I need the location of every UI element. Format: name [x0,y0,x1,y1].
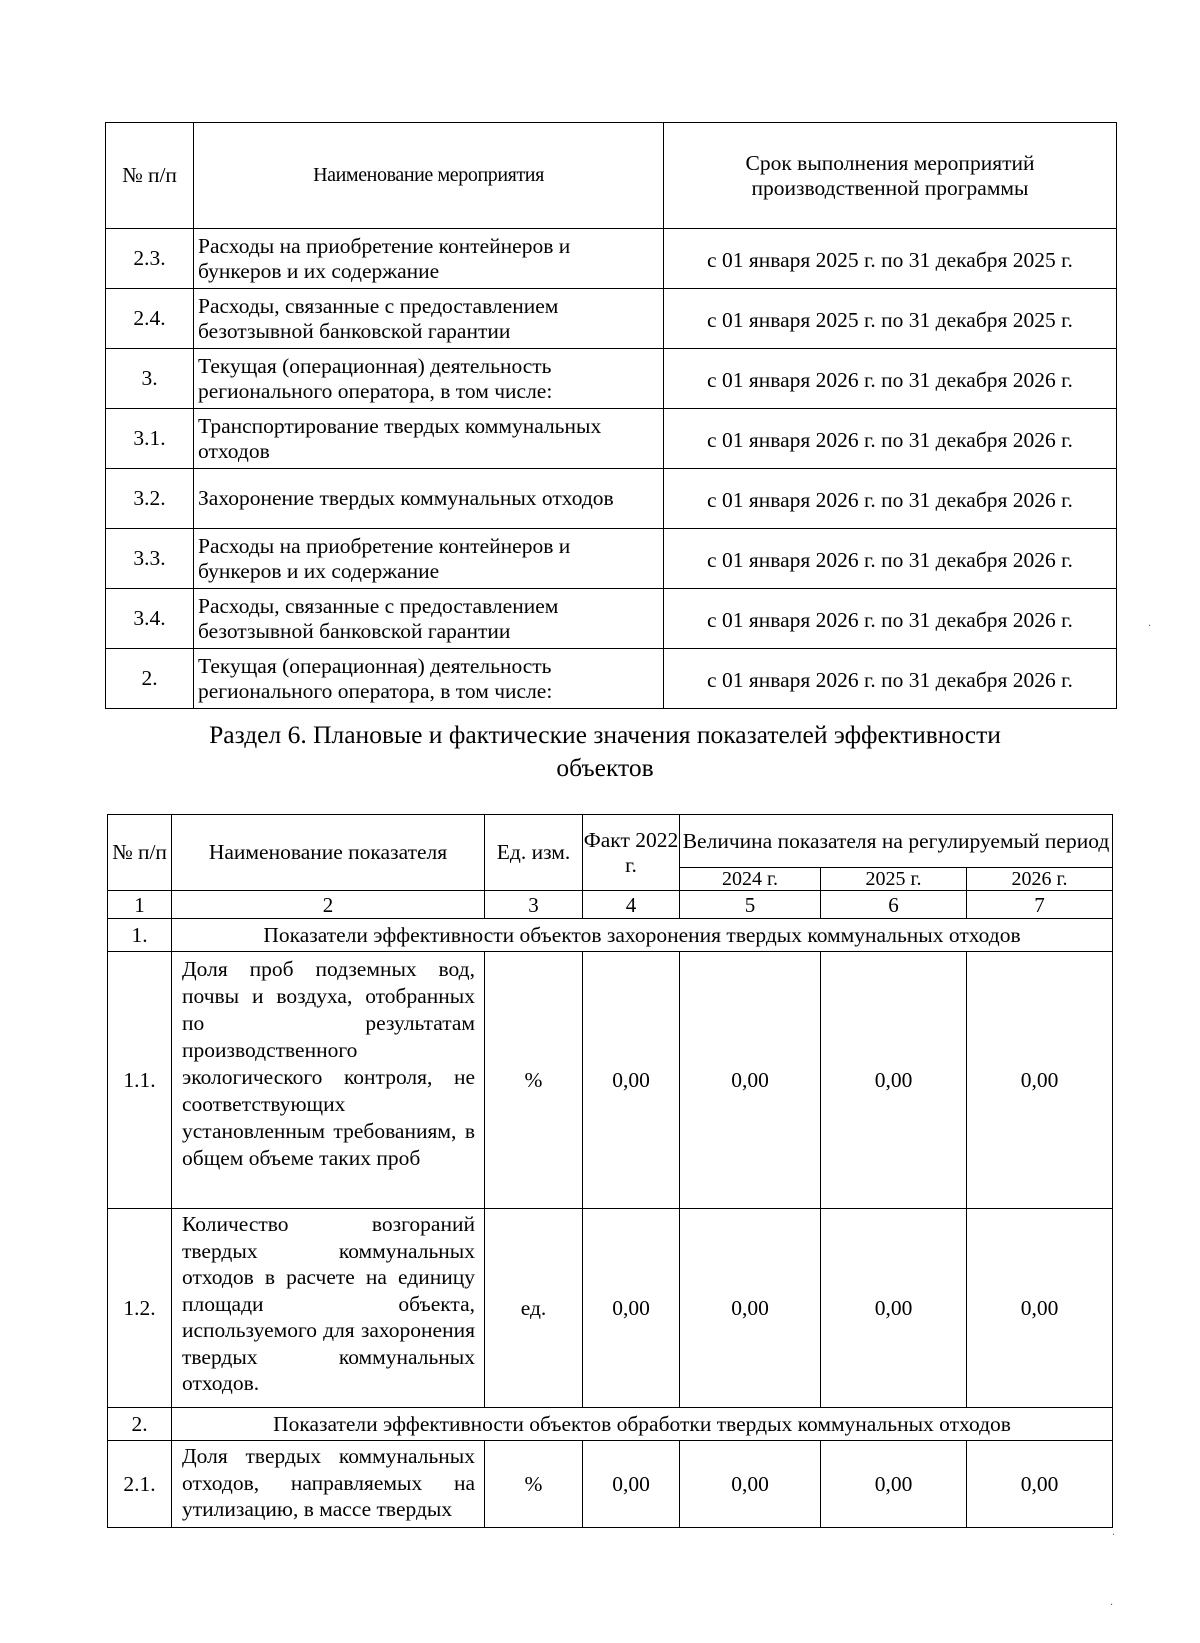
row-num: 3. [106,349,194,409]
row-value-2025: 0,00 [821,952,967,1209]
column-index-row [108,891,1113,919]
table-row [108,952,1113,1209]
row-activity-name: Расходы, связанные с предоставлением безотзывной банковской гарантии [194,589,664,649]
column-index: 7 [967,891,1113,919]
row-activity-name: Расходы на приобретение контейнеров и бункеров и их содержание [194,229,664,289]
row-indicator-name: Доля твердых коммунальных отходов, направляемых на утилизацию, в массе твердых [172,1441,485,1528]
table-row [106,469,1117,529]
scan-speck: · [1148,621,1152,632]
row-num: 3.1. [106,409,194,469]
row-indicator-name: Количество возгораний твердых коммунальных отходов в расчете на единицу площади объекта, используемого для захоронения твердых коммунальных отходов. [172,1209,485,1408]
section-title-line: объектов [556,753,654,782]
row-term: с 01 января 2026 г. по 31 декабря 2026 г. [664,649,1117,709]
row-activity-name: Текущая (операционная) деятельность регионального оператора, в том числе: [194,649,664,709]
efficiency-indicators-table [107,814,1113,1528]
row-value-2025: 0,00 [821,1441,967,1528]
table-row [106,349,1117,409]
row-unit: ед. [485,1209,583,1408]
row-value-2024: 0,00 [680,952,821,1209]
row-term: с 01 января 2026 г. по 31 декабря 2026 г. [664,529,1117,589]
row-num: 2.3. [106,229,194,289]
row-value-2026: 0,00 [967,1209,1113,1408]
row-term: с 01 января 2026 г. по 31 декабря 2026 г. [664,349,1117,409]
column-index: 6 [821,891,967,919]
row-activity-name: Расходы на приобретение контейнеров и бункеров и их содержание [194,529,664,589]
column-index: 3 [485,891,583,919]
row-value-2024: 0,00 [680,1441,821,1528]
row-term: с 01 января 2026 г. по 31 декабря 2026 г. [664,409,1117,469]
row-fact: 0,00 [583,1209,680,1408]
table-header-row [106,123,1117,229]
header-year-2025: 2025 г. [821,868,967,891]
table-row [106,589,1117,649]
activities-schedule-table [105,122,1117,709]
row-value-2026: 0,00 [967,952,1113,1209]
table-row [106,529,1117,589]
table-row [108,1209,1113,1408]
table-row [106,409,1117,469]
section-heading [150,718,1060,784]
row-value-2024: 0,00 [680,1209,821,1408]
column-index: 1 [108,891,172,919]
group-title: Показатели эффективности объектов захоронения твердых коммунальных отходов [172,919,1113,952]
header-regulated-period: Величина показателя на регулируемый период [680,815,1113,868]
row-activity-name: Транспортирование твердых коммунальных отходов [194,409,664,469]
header-indicator-name: Наименование показателя [172,815,485,891]
group-num: 1. [108,919,172,952]
table-row [106,649,1117,709]
row-unit: % [485,1441,583,1528]
row-unit: % [485,952,583,1209]
row-value-2025: 0,00 [821,1209,967,1408]
header-num: № п/п [106,123,194,229]
row-num: 3.2. [106,469,194,529]
table-row [106,289,1117,349]
group-header-row [108,1408,1113,1441]
table-header-row [108,815,1113,868]
column-index: 4 [583,891,680,919]
row-activity-name: Текущая (операционная) деятельность регионального оператора, в том числе: [194,349,664,409]
row-activity-name: Захоронение твердых коммунальных отходов [194,469,664,529]
row-indicator-name: Доля проб подземных вод, почвы и воздуха, отобранных по результатам производственного экологического контроля, не соответствующих установленным требованиям, в общем объеме таких проб [172,952,485,1209]
header-year-2024: 2024 г. [680,868,821,891]
row-num: 2.1. [108,1441,172,1528]
scan-speck: · [1110,1600,1114,1611]
group-num: 2. [108,1408,172,1441]
header-term: Срок выполнения мероприятий производственной программы [664,123,1117,229]
row-num: 1.2. [108,1209,172,1408]
column-index: 2 [172,891,485,919]
column-index: 5 [680,891,821,919]
row-fact: 0,00 [583,952,680,1209]
header-fact: Факт 2022 г. [583,815,680,891]
header-year-2026: 2026 г. [967,868,1113,891]
row-term: с 01 января 2025 г. по 31 декабря 2025 г. [664,289,1117,349]
scan-speck: · [1112,1530,1116,1541]
group-header-row [108,919,1113,952]
row-value-2026: 0,00 [967,1441,1113,1528]
row-num: 1.1. [108,952,172,1209]
table-row [108,1441,1113,1528]
row-term: с 01 января 2025 г. по 31 декабря 2025 г. [664,229,1117,289]
header-activity-name: Наименование мероприятия [194,123,664,229]
row-term: с 01 января 2026 г. по 31 декабря 2026 г. [664,469,1117,529]
row-fact: 0,00 [583,1441,680,1528]
group-title: Показатели эффективности объектов обработки твердых коммунальных отходов [172,1408,1113,1441]
row-num: 3.4. [106,589,194,649]
header-unit: Ед. изм. [485,815,583,891]
row-num: 2.4. [106,289,194,349]
section-title-line: Раздел 6. Плановые и фактические значения показателей эффективности [209,720,1001,749]
table-row [106,229,1117,289]
row-num: 2. [106,649,194,709]
row-activity-name: Расходы, связанные с предоставлением безотзывной банковской гарантии [194,289,664,349]
row-term: с 01 января 2026 г. по 31 декабря 2026 г. [664,589,1117,649]
header-num: № п/п [108,815,172,891]
row-num: 3.3. [106,529,194,589]
